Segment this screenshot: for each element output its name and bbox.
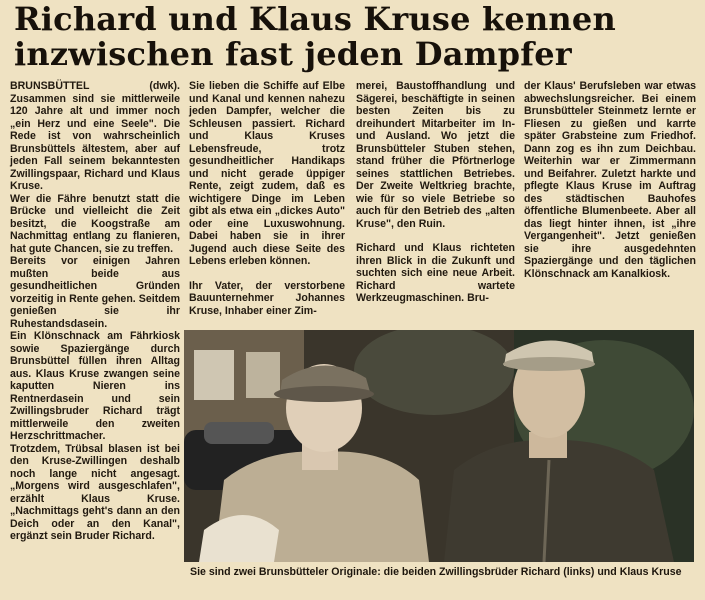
article-column-2 [189,80,345,317]
headline-line-1: Richard und Klaus Kruse kennen [14,0,616,38]
paragraph: Trotzdem, Trübsal blasen ist bei den Kruse-Zwillingen deshalb noch lange nicht angesagt. „Morgens wird ausgeschlafen", erzählt Klaus Kruse. „Nachmittags geht's dann an den Deich oder an den Kanal", ergänzt sein Bruder Richard. [10,442,180,542]
article-column-3 [356,80,515,305]
paragraph: Sie lieben die Schiffe auf Elbe und Kanal und kennen nahezu jeden Dampfer, welcher die Schleusen passiert. Richard und Klaus Kruses Lebensfreude, trotz gesundheitlicher Handikaps und nicht gerade üppiger Rente, zeigt zudem, daß es wichtigere Dinge im Leben gibt als etwa ein „dickes Auto" oder eine Luxuswohnung. Dabei haben sie in ihrer Jugend auch diese Seite des Lebens erleben können. [189,80,345,267]
paragraph: Ein Klönschnack am Fährkiosk sowie Spaziergänge durch Brunsbüttel füllen ihren Alltag aus. Klaus Kruse zwangen seine kaputten Nieren ins Rentnerdasein und sein Zwillingsbruder Richard trägt mittlerweile den zweiten Herzschrittmacher. [10,330,180,442]
paragraph: merei, Baustoffhandlung und Sägerei, beschäftigte in seinen besten Zeiten bis zu dreihundert Mitarbeiter im In- und Ausland. Wo jetzt die Brunsbütteler Stuben stehen, stand früher die Pförtnerloge seines stattlichen Betriebes. Der Zweite Weltkrieg brachte, wie für so viele Betriebe so auch für den Betrieb des „alten Kruse", den Ruin. [356,80,515,230]
paragraph: Wer die Fähre benutzt statt die Brücke und vielleicht die Zeit besitzt, die Koogstraße am Nachmittag entlang zu flanieren, hat gute Chancen, sie zu treffen. [10,192,180,255]
headline-line-2: inzwischen fast jeden Dampfer [14,35,572,73]
article-column-1 [10,80,180,543]
article-column-4 [524,80,696,280]
paragraph: Richard und Klaus richteten ihren Blick in die Zukunft und suchten sich eine neue Arbeit. Richard wartete Werkzeugmaschinen. Bru- [356,242,515,304]
photo-caption: Sie sind zwei Brunsbütteler Originale: die beiden Zwillingsbrüder Richard (links) und Klaus Kruse [190,566,682,578]
headline [14,2,694,72]
twins-photo [184,330,694,562]
paragraph: Ihr Vater, der verstorbene Bauunternehmer Johannes Kruse, Inhaber einer Zim- [189,279,345,317]
paragraph-intro [10,80,180,193]
intro-text: (dwk). Zusammen sind sie mittlerweile 120 Jahre alt und immer noch „ein Herz und eine Seele". Die Rede ist von wahrscheinlich Brunsbüttels ältestem, aber auf jeden Fall seinem bekanntesten Zwillingspaar, Richard und Klaus Kruse. [10,80,180,192]
paragraph: der Klaus' Berufsleben war etwas abwechslungsreicher. Bei einem Brunsbütteler Steinmetz lernte er Fliesen zu gießen und karrte später Grabsteine zum Friedhof. Dann zog es ihn zum Deichbau. Weiterhin war er Zimmermann und Beifahrer. Zuletzt harkte und pflegte Klaus Kruse im Auftrag des städtischen Bauhofes öffentliche Blumenbeete. Aber all das liegt hinter ihnen, ist „ihre Vergangenheit". Jetzt genießen sie ihre ausgedehnten Spaziergänge und den täglichen Klönschnack am Kanalkiosk. [524,80,696,280]
dateline: BRUNSBÜTTEL [10,80,90,92]
paragraph: Bereits vor einigen Jahren mußten beide aus gesundheitlichen Gründen vorzeitig in Rente gehen. Seitdem genießen sie ihr Ruhestandsdasein. [10,255,180,330]
